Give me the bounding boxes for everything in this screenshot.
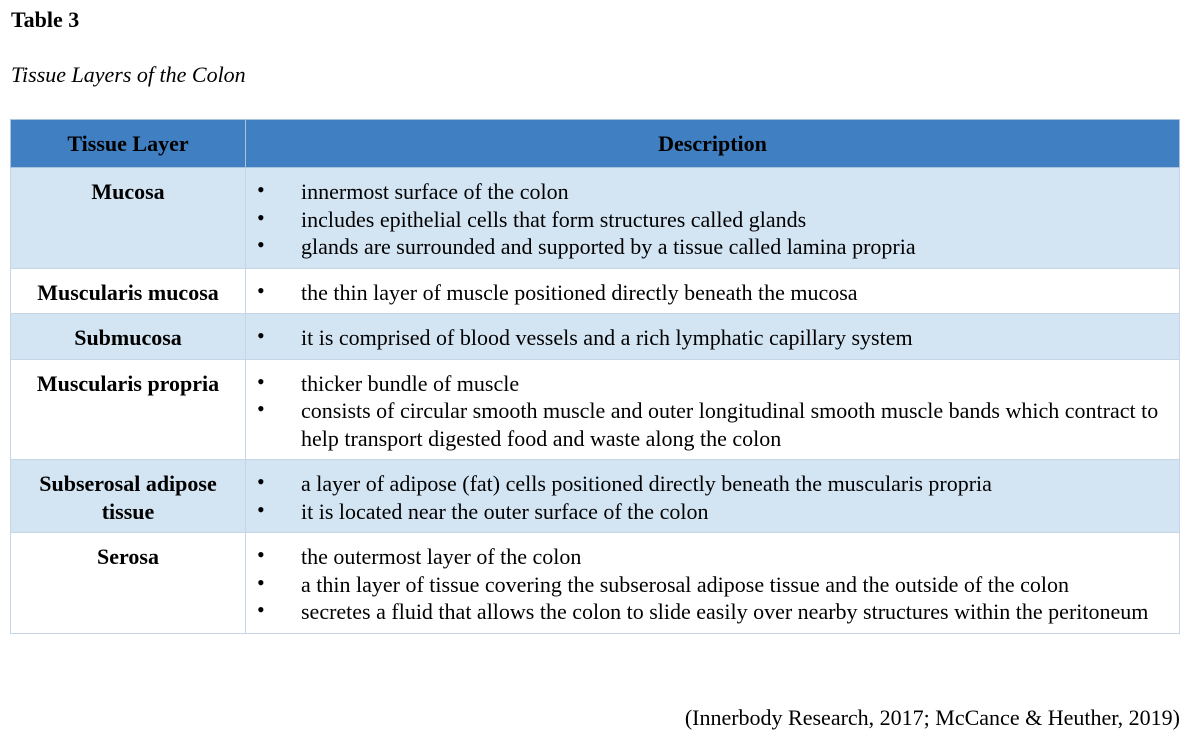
description-bullet: • secretes a fluid that allows the colon to slide easily over nearby structures within the peritoneum [254,598,1171,626]
tissue-layer-name: Submucosa [11,314,246,360]
description-bullet-list [254,543,1171,626]
tissue-layer-name: Subserosal adipose tissue [11,460,246,533]
table-row [11,314,1180,360]
tissue-layers-table [10,119,1180,634]
description-bullet: • it is comprised of blood vessels and a rich lymphatic capillary system [254,324,1171,352]
description-bullet: • the outermost layer of the colon [254,543,1171,571]
table-row [11,168,1180,269]
tissue-layer-name: Muscularis propria [11,359,246,460]
description-bullet-list [254,370,1171,453]
description-bullet-list [254,470,1171,525]
description-bullet-list [254,324,1171,352]
citation: (Innerbody Research, 2017; McCance & Heuther, 2019) [684,705,1180,730]
tissue-layer-name: Mucosa [11,168,246,269]
description-bullet: • consists of circular smooth muscle and outer longitudinal smooth muscle bands which contract to help transport digested food and waste along the colon [254,397,1171,452]
description-bullet: • the thin layer of muscle positioned directly beneath the mucosa [254,279,1171,307]
tissue-layer-name: Serosa [11,533,246,634]
table-number: Table 3 [11,7,80,32]
description-bullet: • includes epithelial cells that form structures called glands [254,206,1171,234]
tissue-layer-description [246,314,1180,360]
table-row [11,359,1180,460]
table-caption: Tissue Layers of the Colon [11,62,246,87]
description-bullet-list [254,178,1171,261]
tissue-layer-description [246,533,1180,634]
description-bullet-list [254,279,1171,307]
header-row [11,120,1180,168]
tissue-layer-name: Muscularis mucosa [11,268,246,314]
table-body [11,168,1180,634]
description-bullet: • thicker bundle of muscle [254,370,1171,398]
tissue-layer-description [246,359,1180,460]
header-tissue-layer: Tissue Layer [11,120,246,168]
table-row [11,460,1180,533]
table-row [11,533,1180,634]
description-bullet: • a thin layer of tissue covering the subserosal adipose tissue and the outside of the colon [254,571,1171,599]
tissue-layer-description [246,268,1180,314]
description-bullet: • a layer of adipose (fat) cells positioned directly beneath the muscularis propria [254,470,1171,498]
description-bullet: • innermost surface of the colon [254,178,1171,206]
table-row [11,268,1180,314]
header-description: Description [246,120,1180,168]
description-bullet: • glands are surrounded and supported by a tissue called lamina propria [254,233,1171,261]
description-bullet: • it is located near the outer surface of the colon [254,498,1171,526]
tissue-layer-description [246,460,1180,533]
tissue-layer-description [246,168,1180,269]
